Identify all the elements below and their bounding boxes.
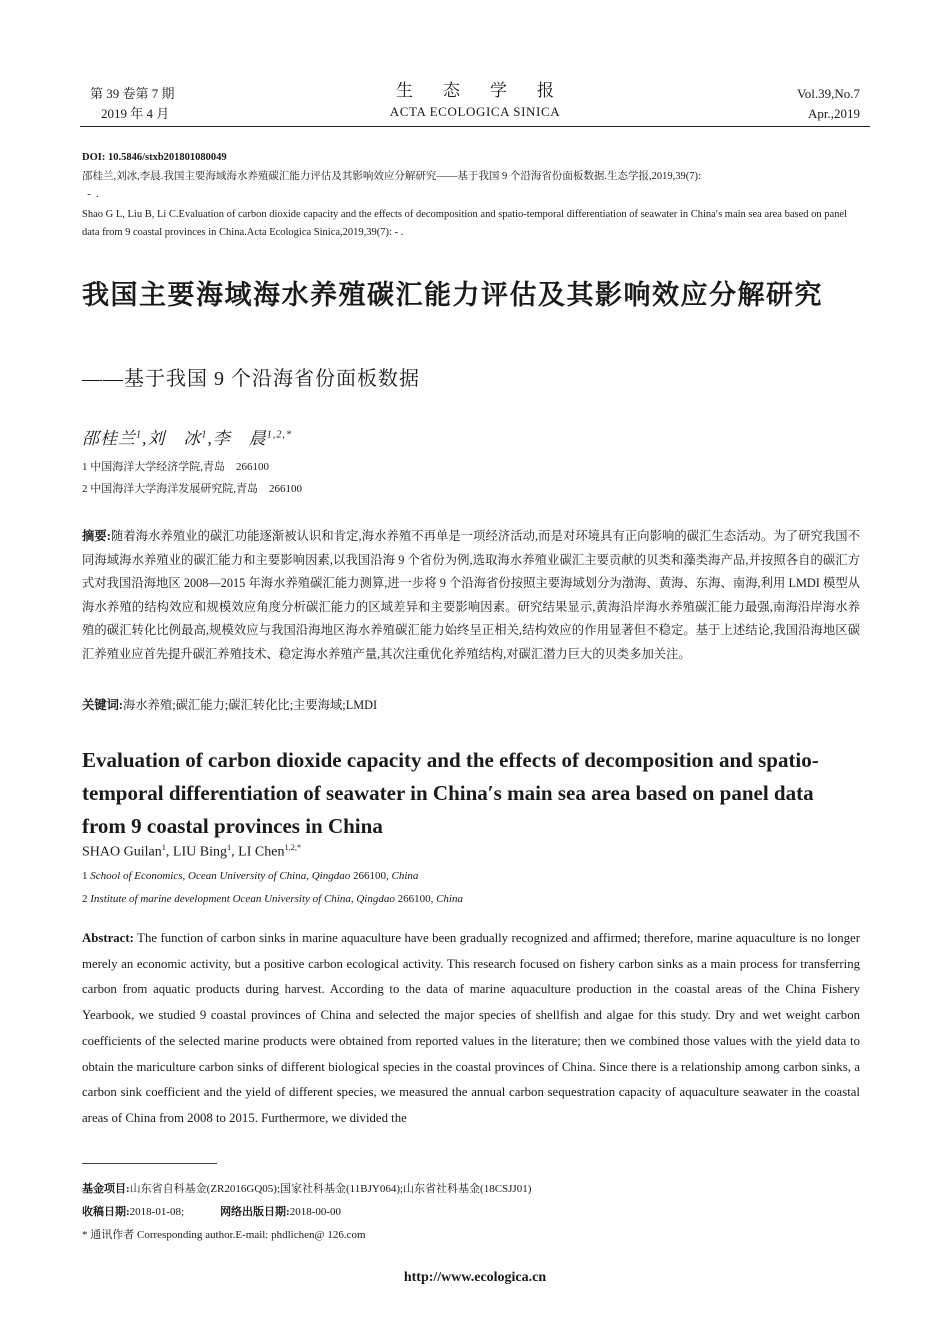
funding-note xyxy=(82,1180,531,1196)
affiliation-en xyxy=(82,870,418,882)
affiliation-cn: 2 中国海洋大学海洋发展研究院,青岛 266100 xyxy=(82,483,302,495)
abstract-en xyxy=(82,926,860,1132)
online-label: 网络出版日期: xyxy=(220,1206,290,1218)
author-cn: 刘 冰 xyxy=(147,429,202,448)
author-cn: 邵桂兰 xyxy=(82,429,136,448)
author-affil-marker: 1,2,* xyxy=(284,843,302,852)
keywords-cn xyxy=(82,695,377,713)
affiliation-cn: 1 中国海洋大学经济学院,青岛 266100 xyxy=(82,461,269,473)
citation-en: Shao G L, Liu B, Li C.Evaluation of carbon dioxide capacity and the effects of decomposition and spatio-temporal differentiation of seawater in China′s main sea area based on panel data from 9 coastal provinces in China.Acta Ecologica Sinica,2019,39(7): - . xyxy=(82,209,847,238)
citation-cn-line2: - . xyxy=(82,189,99,200)
paper-title-cn: 我国主要海域海水养殖碳汇能力评估及其影响效应分解研究 xyxy=(82,280,823,311)
dates-note xyxy=(82,1203,341,1219)
affiliation-country: China xyxy=(436,893,463,905)
abstract-cn-label: 摘要: xyxy=(82,529,111,543)
author-affil-marker: 1,2,* xyxy=(266,429,293,441)
abstract-en-label: Abstract: xyxy=(82,931,134,945)
received-date: 2018-01-08; xyxy=(129,1206,185,1218)
journal-name-en: ACTA ECOLOGICA SINICA xyxy=(389,104,561,119)
affiliation-name: School of Economics, Ocean University of China, Qingdao xyxy=(90,870,351,882)
author-en: LI Chen xyxy=(238,844,285,860)
author-affil-marker: 1 xyxy=(136,429,143,441)
paper-subtitle-cn: ——基于我国 9 个沿海省份面板数据 xyxy=(82,368,420,390)
author-affil-marker: 1 xyxy=(161,843,166,852)
author-affil-marker: 1 xyxy=(226,843,232,852)
online-date: 2018-00-00 xyxy=(289,1206,342,1218)
header-volume-en: Vol.39,No.7 xyxy=(797,86,860,101)
header-volume: 第 39 卷第 7 期 xyxy=(90,86,175,101)
affiliation-zip: 266100, xyxy=(397,893,434,905)
abstract-cn-text: 随着海水养殖业的碳汇功能逐渐被认识和肯定,海水养殖不再单是一项经济活动,而是对环境具有正向影响的碳汇生态活动。为了研究我国不同海域海水养殖业的碳汇能力和主要影响因素,以我国沿海 9 个省份为例,选取海水养殖业碳汇主要贡献的贝类和藻类海产品,并按照各自的碳汇方式对我国沿海地区 2008—2015 年海水养殖碳汇能力测算,进一步将 9 个沿海省份按照主要海域划分为渤海、黄海、东海、南海,利用 LMDI 模型从海水养殖的结构效应和规模效应角度分析碳汇能力的区域差异和主要影响因素。研究结果显示,黄海沿岸海水养殖碳汇能力最强,南海沿岸海水养殖的碳汇转化比例最高,规模效应与我国沿海地区海水养殖碳汇能力始终呈正相关,结构效应的作用显著但不稳定。基于上述结论,我国沿海地区碳汇养殖业应首先提升碳汇养殖技术、稳定海水养殖产量,其次注重优化养殖结构,对碳汇潜力巨大的贝类多加关注。 xyxy=(82,529,860,661)
authors-en: SHAO Guilan$^1$, LIU Bing$^1$, LI Chen$^{1,2,*}$ xyxy=(82,843,302,860)
footnote-divider xyxy=(82,1163,217,1164)
keywords-cn-text: 海水养殖;碳汇能力;碳汇转化比;主要海域;LMDI xyxy=(123,698,378,712)
header-date: 2019 年 4 月 xyxy=(101,106,170,121)
affiliation-country: China xyxy=(391,870,419,882)
funding-label: 基金项目: xyxy=(82,1183,130,1195)
affiliation-zip: 266100, xyxy=(353,870,389,882)
keywords-cn-label: 关键词: xyxy=(82,698,123,712)
affiliation-name: Institute of marine development Ocean University of China, Qingdao xyxy=(90,893,395,905)
author-affil-marker: 1 xyxy=(201,429,208,441)
journal-name-cn: 生态学报 xyxy=(396,81,584,100)
author-cn: 李 晨 xyxy=(212,429,267,448)
received-label: 收稿日期: xyxy=(82,1206,130,1218)
funding-text: 山东省自科基金(ZR2016GQ05);国家社科基金(11BJY064);山东省社科基金(18CSJJ01) xyxy=(129,1183,532,1195)
citation-cn xyxy=(82,168,860,204)
abstract-cn xyxy=(82,525,860,667)
header-date-en: Apr.,2019 xyxy=(808,106,860,121)
abstract-en-text: The function of carbon sinks in marine aquaculture have been gradually recognized and affirmed; therefore, marine aquaculture is no longer merely an economic activity, but a positive carbon ecological activity. This research focused on fishery carbon sinks as a main process for transferring carbon from aquatic products during harvest. According to the data of marine aquaculture production in the coastal areas of the China Fishery Yearbook, we studied 9 coastal provinces of China and selected the major species of shellfish and algae for this study. Dry and wet weight carbon coefficients of the selected marine products were obtained from reported values in the literature; then we combined those values with the yield data to obtain the mariculture carbon sinks of different biological species in the coastal provinces of China. Since there is a relationship among carbon sinks, a carbon sink coefficient and the yield of different species, we measured the annual carbon sequestration capacity of aquaculture seawater in the coastal areas of China from 2008 to 2015. Furthermore, we divided the xyxy=(82,931,860,1125)
footer-url[interactable]: http://www.ecologica.cn xyxy=(403,1270,547,1285)
paper-title-en: Evaluation of carbon dioxide capacity and the effects of decomposition and spatio-temporal differentiation of seawater in China′s main sea area based on panel data from 9 coastal provinces in China xyxy=(82,748,819,838)
header-divider xyxy=(80,126,870,127)
author-en: SHAO Guilan xyxy=(82,844,162,860)
doi[interactable]: DOI: 10.5846/stxb201801080049 xyxy=(82,152,227,163)
affiliation-number: 2 xyxy=(82,893,88,905)
authors-cn: 邵桂兰$^1$,刘 冰$^1$,李 晨$^{1,2,*}$ xyxy=(82,429,293,448)
affiliation-en xyxy=(82,893,463,905)
author-en: LIU Bing xyxy=(172,844,227,860)
affiliation-number: 1 xyxy=(82,870,88,882)
citation-cn-line1: 邵桂兰,刘冰,李晨.我国主要海域海水养殖碳汇能力评估及其影响效应分解研究——基于我国 9 个沿海省份面板数据.生态学报,2019,39(7): xyxy=(82,171,701,182)
corresponding-author[interactable]: * 通讯作者 Corresponding author.E-mail: phdlichen@ 126.com xyxy=(82,1229,366,1241)
header-volume-info-en xyxy=(797,84,860,124)
